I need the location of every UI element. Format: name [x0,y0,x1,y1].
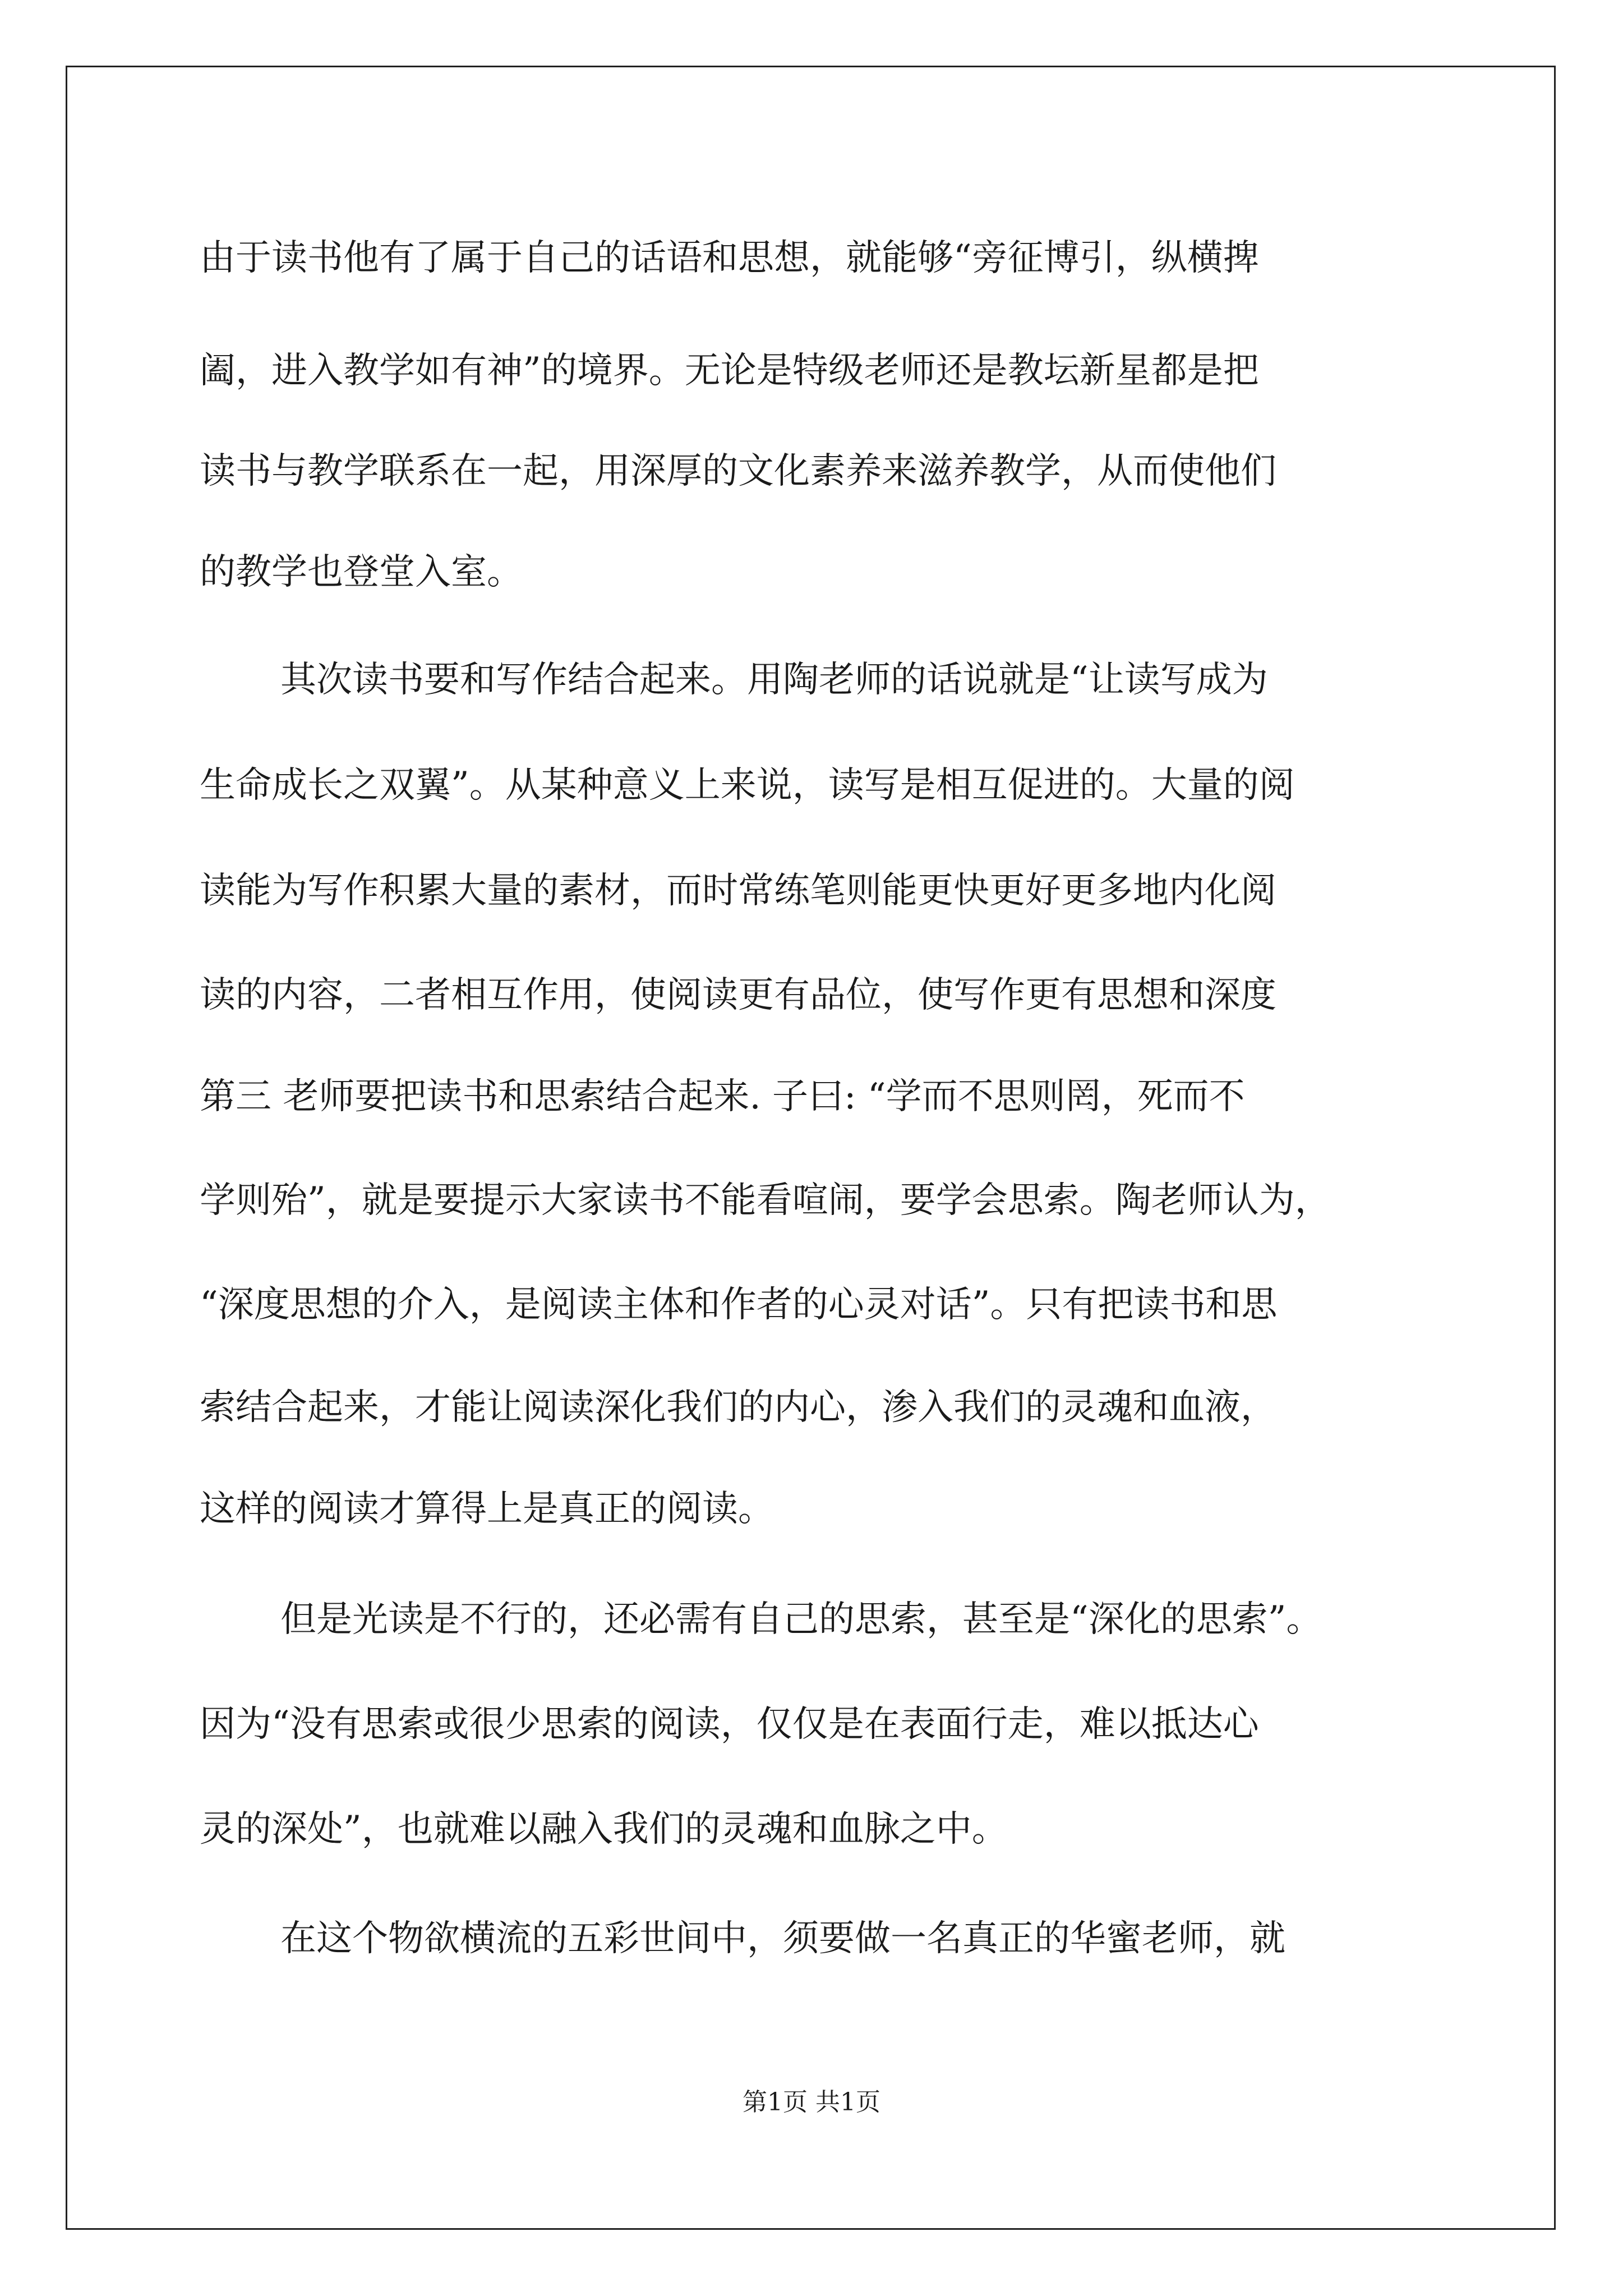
paragraph-first-line: 在这个物欲横流的五彩世间中，须要做一名真正的华蜜老师，就 [280,1918,1285,1959]
text-line: 灵的深处”，也就难以融入我们的灵魂和血脉之中。 [200,1809,1008,1850]
page-footer: 第1页 共1页 [743,2088,880,2116]
text-line: 生命成长之双翼”。从某种意义上来说，读写是相互促进的。大量的阅 [200,765,1295,806]
text-line: 读能为写作积累大量的素材，而时常练笔则能更快更好更多地内化阅 [200,870,1276,912]
text-line: 由于读书他有了属于自己的话语和思想，就能够“旁征博引，纵横捭 [200,237,1259,279]
text-line: 读的内容，二者相互作用，使阅读更有品位，使写作更有思想和深度 [200,974,1276,1016]
text-line: 读书与教学联系在一起，用深厚的文化素养来滋养教学，从而使他们 [200,450,1276,492]
text-line: 学则殆”，就是要提示大家读书不能看喧闹，要学会思索。陶老师认为， [200,1180,1331,1221]
text-line: 第三 老师要把读书和思索结合起来. 子曰: “学而不思则罔，死而不 [200,1076,1245,1117]
text-line: “深度思想的介入，是阅读主体和作者的心灵对话”。只有把读书和思 [200,1284,1278,1326]
text-line: 的教学也登堂入室。 [200,551,523,593]
paragraph-first-line: 但是光读是不行的，还必需有自己的思索，甚至是“深化的思索”。 [280,1599,1322,1640]
text-line: 因为“没有思索或很少思索的阅读，仅仅是在表面行走，难以抵达心 [200,1704,1259,1745]
text-line: 索结合起来，才能让阅读深化我们的内心，渗入我们的灵魂和血液， [200,1387,1276,1428]
text-line: 这样的阅读才算得上是真正的阅读。 [200,1488,774,1530]
text-line: 阖，进入教学如有神”的境界。无论是特级老师还是教坛新星都是把 [200,350,1259,392]
paragraph-first-line: 其次读书要和写作结合起来。用陶老师的话说就是“让读写成为 [280,659,1268,701]
